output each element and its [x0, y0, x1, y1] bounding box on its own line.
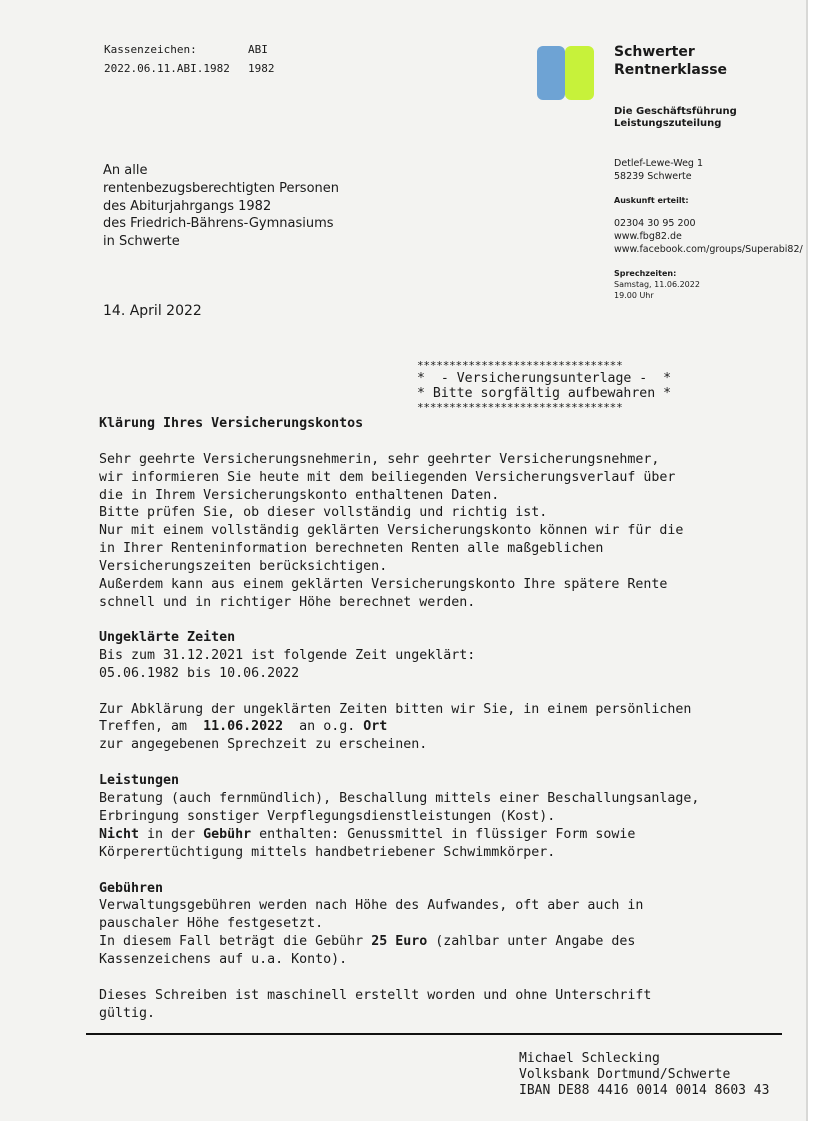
meeting-date: 11.06.2022: [203, 719, 284, 734]
closing-line-1: Dieses Schreiben ist maschinell erstellt worden und ohne Unterschrift: [99, 988, 652, 1003]
footer-divider: [86, 1033, 782, 1035]
intro-line: Versicherungszeiten berücksichtigen.: [99, 559, 388, 574]
footer-bank: Volksbank Dortmund/Schwerte: [519, 1067, 731, 1082]
fees-line-4: Kassenzeichens auf u.a. Konto).: [99, 952, 348, 967]
fees-line-1: Verwaltungsgebühren werden nach Höhe des Aufwandes, oft aber auch in: [99, 898, 644, 913]
intro-line: in Ihrer Renteninformation berechneten Renten alle maßgeblichen: [99, 541, 604, 556]
reference-label-2: 2022.06.11.ABI.1982: [104, 62, 230, 75]
sender-city: 58239 Schwerte: [614, 171, 692, 182]
services-line-4: Körperertüchtigung mittels handbetriebener Schwimmkörper.: [99, 845, 556, 860]
services-line-2: Erbringung sonstiger Verpflegungsdienstleistungen (Kost).: [99, 809, 556, 824]
sender-facebook: www.facebook.com/groups/Superabi82/: [614, 244, 803, 255]
fee-amount: 25 Euro: [371, 934, 428, 949]
footer-name: Michael Schlecking: [519, 1051, 660, 1066]
sender-street: Detlef-Lewe-Weg 1: [614, 158, 704, 169]
hours-day: Samstag, 11.06.2022: [614, 280, 700, 289]
reference-label-1: Kassenzeichen:: [104, 43, 197, 56]
services-line-3: Nicht in der Gebühr enthalten: Genussmittel in flüssiger Form sowie: [99, 827, 636, 842]
intro-line: Nur mit einem vollständig geklärten Versicherungskonto können wir für die: [99, 523, 684, 538]
sender-phone: 02304 30 95 200: [614, 218, 696, 229]
intro-line: wir informieren Sie heute mit dem beiliegenden Versicherungsverlauf über: [99, 470, 676, 485]
page-edge-shadow: [806, 0, 808, 1121]
intro-line: Sehr geehrte Versicherungsnehmerin, sehr geehrter Versicherungsnehmer,: [99, 452, 660, 467]
notice-border-top: ********************************: [417, 359, 623, 372]
logo-line-1: Schwerter: [614, 44, 695, 60]
letter-date: 14. April 2022: [103, 303, 202, 319]
fees-line-2: pauschaler Höhe festgesetzt.: [99, 916, 324, 931]
footer-iban: IBAN DE88 4416 0014 0014 8603 43: [519, 1083, 770, 1098]
fees-heading: Gebühren: [99, 881, 164, 896]
meeting-line-3: zur angegebenen Sprechzeit zu erscheinen.: [99, 737, 428, 752]
info-label: Auskunft erteilt:: [614, 196, 689, 205]
sender-web: www.fbg82.de: [614, 231, 682, 242]
notice-line-2: * Bitte sorgfältig aufbewahren *: [417, 386, 672, 401]
hours-label: Sprechzeiten:: [614, 269, 677, 278]
recipient-line-4: des Friedrich-Bährens-Gymnasiums: [103, 216, 334, 231]
hours-time: 19.00 Uhr: [614, 291, 654, 300]
meeting-place: Ort: [363, 719, 388, 734]
notice-line-1: * - Versicherungsunterlage - *: [417, 371, 672, 386]
department-line-1: Die Geschäftsführung: [614, 106, 737, 117]
closing-line-2: gültig.: [99, 1006, 156, 1021]
reference-value-2: 1982: [248, 62, 275, 75]
unresolved-line-2: 05.06.1982 bis 10.06.2022: [99, 666, 300, 681]
services-line-1: Beratung (auch fernmündlich), Beschallung mittels einer Beschallungsanlage,: [99, 791, 700, 806]
recipient-line-2: rentenbezugsberechtigten Personen: [103, 181, 340, 196]
intro-line: Außerdem kann aus einem geklärten Versicherungskonto Ihre spätere Rente: [99, 577, 668, 592]
department-line-2: Leistungszuteilung: [614, 118, 722, 129]
fees-line-3: In diesem Fall beträgt die Gebühr 25 Euro (zahlbar unter Angabe des: [99, 934, 636, 949]
meeting-line-2: Treffen, am 11.06.2022 an o.g. Ort: [99, 719, 388, 734]
recipient-line-1: An alle: [103, 163, 148, 178]
reference-value-1: ABI: [248, 43, 268, 56]
notice-border-bottom: ********************************: [417, 401, 623, 414]
unresolved-line-1: Bis zum 31.12.2021 ist folgende Zeit ungeklärt:: [99, 648, 476, 663]
intro-line: die in Ihrem Versicherungskonto enthaltenen Daten.: [99, 488, 500, 503]
meeting-line-1: Zur Abklärung der ungeklärten Zeiten bitten wir Sie, in einem persönlichen: [99, 702, 692, 717]
recipient-line-5: in Schwerte: [103, 234, 180, 249]
subject-heading: Klärung Ihres Versicherungskontos: [99, 416, 364, 431]
logo-line-2: Rentnerklasse: [614, 62, 728, 78]
logo-mark-blue: [537, 46, 565, 100]
intro-line: schnell und in richtiger Höhe berechnet werden.: [99, 595, 476, 610]
recipient-line-3: des Abiturjahrgangs 1982: [103, 199, 272, 214]
logo-mark-green: [565, 46, 594, 100]
intro-line: Bitte prüfen Sie, ob dieser vollständig und richtig ist.: [99, 505, 548, 520]
unresolved-heading: Ungeklärte Zeiten: [99, 630, 236, 645]
services-heading: Leistungen: [99, 773, 180, 788]
